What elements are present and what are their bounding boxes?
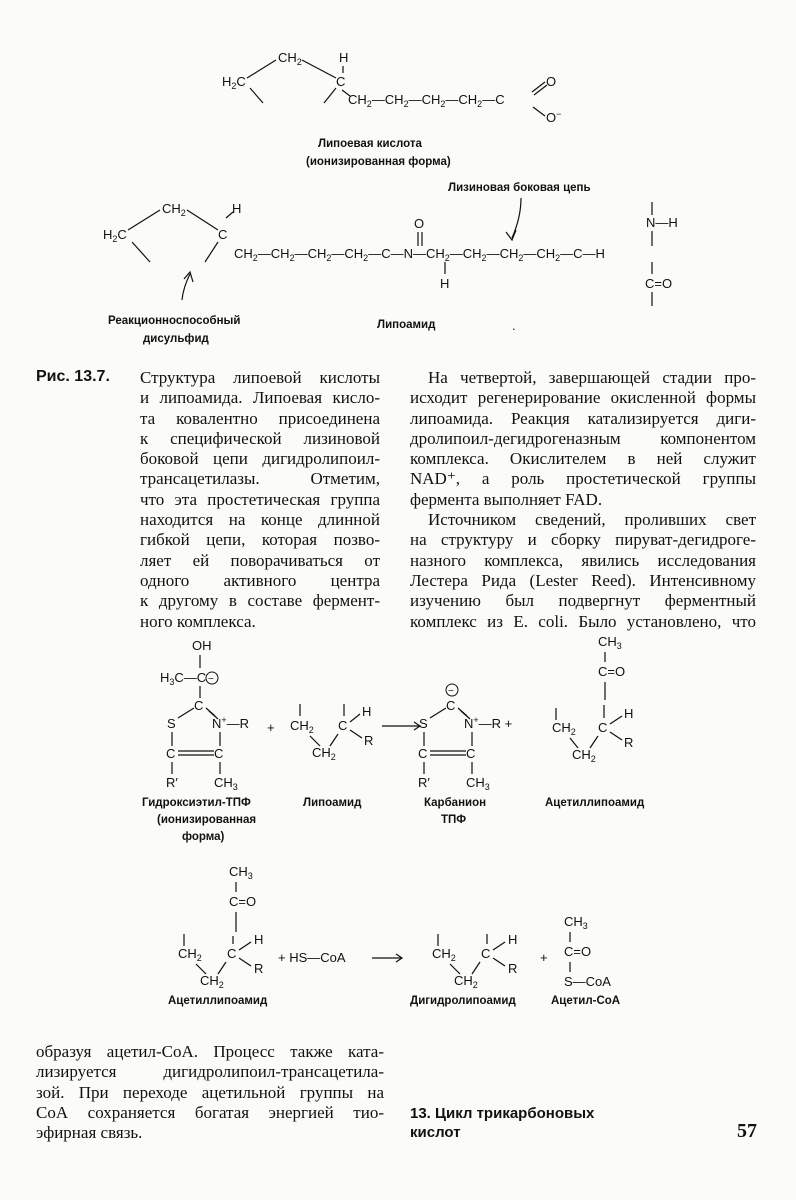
section-heading-line-2: кислот xyxy=(410,1124,461,1141)
svg-text:O−: O− xyxy=(546,109,562,125)
svg-text:CH3: $CH_3$ xyxy=(564,914,588,931)
svg-text:S: S xyxy=(167,716,176,731)
paragraph-line: СоА сохраняется богатая энергией тио- xyxy=(36,1102,384,1122)
svg-text:CH2: $CH_2$ xyxy=(278,50,302,67)
svg-text:R: R xyxy=(508,961,518,976)
paragraph-line: фермента выполняет FAD. xyxy=(410,489,603,509)
svg-text:N+—R: N+—R xyxy=(212,715,250,731)
paragraph-line: назного комплекса, явились исследования xyxy=(410,550,756,570)
svg-text:N—H: N—H xyxy=(646,215,678,230)
paragraph-line: исходит регенерирование окисленной формы xyxy=(410,388,756,408)
svg-text:CH3: $CH_3$ xyxy=(598,634,622,651)
paragraph-line: комплекса. Окислителем в ней служит xyxy=(410,449,756,469)
svg-text:CH3: $CH_3$ xyxy=(214,775,238,792)
svg-text:R′: R′ xyxy=(166,775,178,790)
lipoamide-middle-structure xyxy=(290,704,373,762)
paragraph-line: зой. При переходе ацетильной группы на xyxy=(36,1082,384,1102)
svg-text:C: C xyxy=(214,746,224,761)
svg-text:C: C xyxy=(481,946,491,961)
lysine-side-chain-label: Лизиновая боковая цепь xyxy=(448,182,591,194)
svg-text:N+—R +: N+—R + xyxy=(464,715,513,731)
caption-line: боковой цепи дигидролипоил- xyxy=(140,449,380,469)
svg-text:C=O: C=O xyxy=(645,276,673,291)
caption-line: к специфической лизиновой xyxy=(140,428,380,448)
svg-text:CH2: $CH_2$ xyxy=(572,747,596,764)
svg-text:C: C xyxy=(218,227,228,242)
svg-text:C: C xyxy=(227,946,237,961)
lysine-arrow xyxy=(506,198,521,240)
svg-text:H: H xyxy=(339,50,349,65)
svg-text:H: H xyxy=(362,704,372,719)
carbanion-tpp-structure xyxy=(418,684,512,792)
caption-line: гибкой цепи, которая позво- xyxy=(140,530,380,550)
paragraph-line: Лестера Рида (Lester Reed). Интенсивному xyxy=(410,570,756,590)
svg-text:H: H xyxy=(508,932,518,947)
svg-text:CH2: $CH_2$ xyxy=(290,718,314,735)
caption-line: находится на конце длинной xyxy=(140,510,380,530)
s-coa-text: S—CoA xyxy=(564,974,611,989)
section-heading xyxy=(410,1104,594,1142)
paragraph-line: на структуру и сборку пируват-дегидроге- xyxy=(410,530,756,550)
svg-text:H: H xyxy=(624,706,634,721)
caption-line: та ковалентно присоединена xyxy=(140,408,380,428)
caption-line: ного комплекса. xyxy=(140,611,256,631)
figure-lipoic-structures xyxy=(0,0,796,350)
hydroxyethyl-tpp-label-3: форма) xyxy=(182,831,225,843)
paragraph-line: На четвертой, завершающей стадии про- xyxy=(428,368,756,387)
lipoic-acid-form-label: (ионизированная форма) xyxy=(306,156,451,168)
figure-reaction-scheme xyxy=(0,620,796,1020)
acetyllipoamide-structure-2 xyxy=(178,864,263,990)
svg-text:CH2: $CH_2$ xyxy=(454,973,478,990)
carbanion-label: Карбанион xyxy=(424,797,487,809)
svg-text:+: + xyxy=(540,950,548,965)
caption-line: и липоамида. Липоевая кисло- xyxy=(140,388,380,408)
paragraph-line: изучению был подвергнут ферментный xyxy=(410,591,756,611)
svg-text:C: C xyxy=(336,74,346,89)
svg-text:C: C xyxy=(166,746,176,761)
paragraph-line: образуя ацетил-СоА. Процесс также ката- xyxy=(36,1042,384,1061)
svg-text:C: C xyxy=(418,746,428,761)
svg-text:R: R xyxy=(254,961,264,976)
svg-text:OH: OH xyxy=(192,638,212,653)
lipoamide-middle-label: Липоамид xyxy=(303,797,362,809)
reactive-disulfide-label-2: дисульфид xyxy=(143,333,209,345)
svg-text:C: C xyxy=(466,746,476,761)
paragraph-line: дролипоил-дегидрогеназным компонентом xyxy=(410,428,756,448)
svg-text:CH2: $CH_2$ xyxy=(178,946,202,963)
svg-text:.: . xyxy=(512,318,516,333)
reaction-arrow-2 xyxy=(372,954,402,962)
hydroxyethyl-tpp-structure xyxy=(160,638,249,792)
svg-text:C: C xyxy=(598,720,608,735)
paragraph-line: липоамида. Реакция катализируется диги- xyxy=(410,408,756,428)
svg-text:C=O: C=O xyxy=(564,944,592,959)
hydroxyethyl-tpp-label: Гидроксиэтил-ТПФ xyxy=(142,797,251,809)
svg-text:C: C xyxy=(194,698,204,713)
lipoic-acid-structure xyxy=(222,50,561,125)
carbanion-label-2: ТПФ xyxy=(441,814,467,826)
svg-text:R′: R′ xyxy=(418,775,430,790)
svg-text:R: R xyxy=(624,735,634,750)
figure-caption xyxy=(140,368,380,632)
svg-text:H2C: $H_2C$ xyxy=(103,227,127,244)
lipoic-acid-label: Липоевая кислота xyxy=(318,138,422,150)
svg-text:CH3: $CH_3$ xyxy=(466,775,490,792)
paragraph-line: эфирная связь. xyxy=(36,1123,143,1143)
svg-text:+: + xyxy=(267,720,275,735)
paragraph-line: NAD⁺, а роль простетической группы xyxy=(410,469,756,489)
caption-line: ляет ей поворачиваться от xyxy=(140,550,380,570)
dihydrolipoamide-structure xyxy=(432,932,517,990)
svg-text:C: C xyxy=(338,718,348,733)
svg-text:S: S xyxy=(419,716,428,731)
svg-text:O: O xyxy=(414,216,425,231)
acetyllipoamide-label-2: Ацетиллипоамид xyxy=(168,995,268,1007)
paragraph-line: Источником сведений, проливших свет xyxy=(428,510,756,530)
reaction-arrow-1 xyxy=(382,722,420,730)
svg-text:H3C—C: $H_3C—C$ xyxy=(160,670,207,687)
acetyllipoamide-structure xyxy=(552,634,633,764)
paragraph-line: лизируется дигидролипоил-трансацетила- xyxy=(36,1062,384,1082)
acetyllipoamide-label: Ацетиллипоамид xyxy=(545,797,645,809)
acetyl-coa-label: Ацетил-CoA xyxy=(551,995,621,1007)
svg-text:C=O: C=O xyxy=(229,894,257,909)
svg-text:−: − xyxy=(208,674,214,685)
caption-line: одного активного центра xyxy=(140,570,380,590)
lipoamide-label: Липоамид xyxy=(377,319,436,331)
svg-text:H2C: $H_2C$ xyxy=(222,74,246,91)
caption-line: Структура липоевой кислоты xyxy=(140,368,380,387)
svg-text:C=O: C=O xyxy=(598,664,626,679)
right-column-text xyxy=(410,368,756,632)
svg-text:CH2: $CH_2$ xyxy=(552,720,576,737)
disulfide-arrow xyxy=(182,272,193,300)
svg-text:C: C xyxy=(446,698,456,713)
figure-caption-label: Рис. 13.7. xyxy=(36,368,110,385)
svg-text:CH2: $CH_2$ xyxy=(432,946,456,963)
hs-coa: + HS—CoA xyxy=(278,950,346,965)
dihydrolipoamide-label: Дигидролипоамид xyxy=(410,995,516,1007)
caption-line: что эта простетическая группа xyxy=(140,489,380,509)
caption-line: трансацетилазы. Отметим, xyxy=(140,469,380,489)
svg-text:CH3: $CH_3$ xyxy=(229,864,253,881)
caption-line: к другому в составе фермент- xyxy=(140,591,380,611)
svg-text:H: H xyxy=(232,201,242,216)
svg-text:CH2: $CH_2$ xyxy=(312,745,336,762)
svg-text:CH2: $CH_2$ xyxy=(162,201,186,218)
bottom-left-text xyxy=(36,1042,384,1143)
svg-text:H: H xyxy=(440,276,450,291)
svg-text:−: − xyxy=(448,686,454,697)
svg-text:CH2—CH2—CH2—CH2—C—N—CH2—CH2—CH: $CH_2—CH_2—CH_2—CH_2—C—N—CH_2—CH_2—CH_2—CH_2—C—H$ xyxy=(234,246,605,263)
page-number: 57 xyxy=(737,1120,757,1142)
svg-text:CH2—CH2—CH2—CH2—C: $CH_2—CH_2—CH_2—CH_2—C$ xyxy=(348,92,505,109)
acetyl-coa-structure xyxy=(564,914,611,989)
reactive-disulfide-label: Реакционноспособный xyxy=(108,315,241,327)
svg-text:CH2: $CH_2$ xyxy=(200,973,224,990)
svg-text:H: H xyxy=(254,932,264,947)
svg-text:R: R xyxy=(364,733,374,748)
lipoamide-structure xyxy=(103,201,678,306)
paragraph-line: комплекс из E. coli. Было установлено, что xyxy=(410,611,756,631)
svg-text:O: O xyxy=(546,74,557,89)
hydroxyethyl-tpp-label-2: (ионизированная xyxy=(157,814,257,826)
section-heading-line-1: 13. Цикл трикарбоновых xyxy=(410,1105,595,1122)
